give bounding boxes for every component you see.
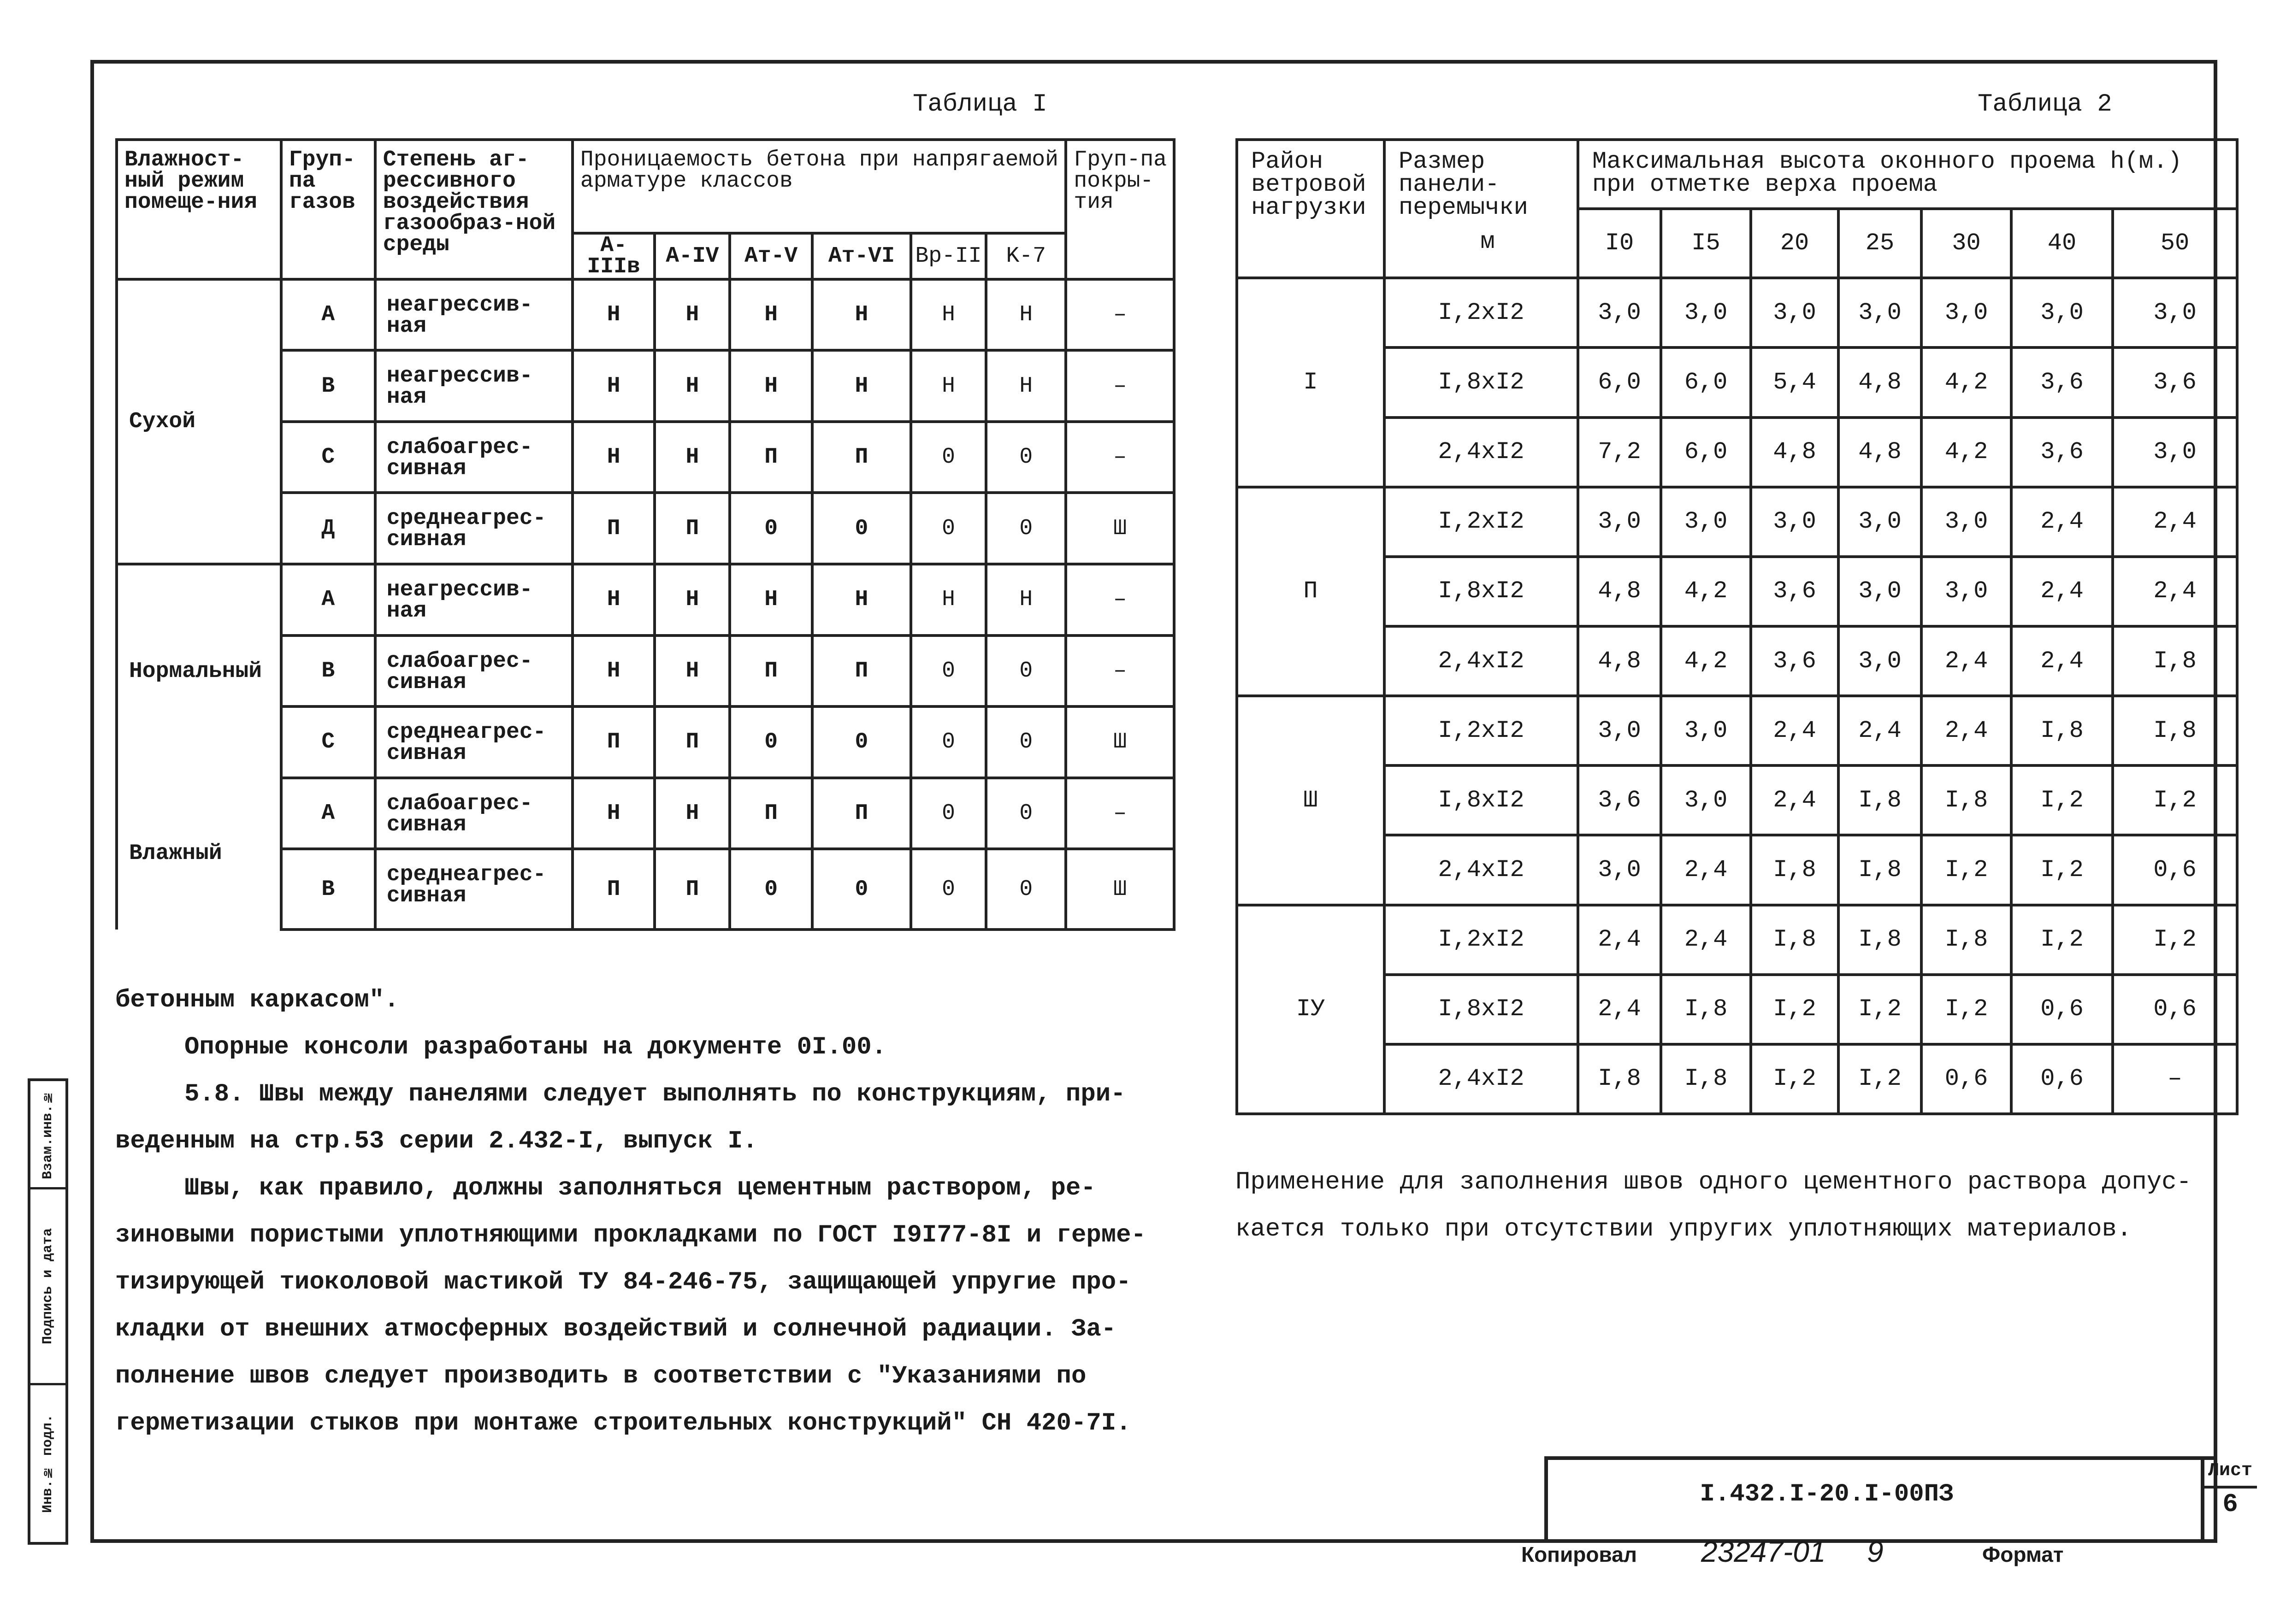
t2-cell: 3,0 (1751, 278, 1838, 347)
right-text-line: кается только при отсутствии упругих уплотняющих материалов. (1235, 1215, 2132, 1243)
t1-group: C (281, 706, 375, 778)
t1-cell: П (573, 849, 655, 930)
t2-cell: 4,2 (1661, 626, 1751, 696)
t2-cell: 3,0 (2113, 278, 2237, 347)
table-row (1237, 975, 2237, 1044)
t2-size: I,2xI2 (1384, 905, 1578, 975)
t2-size: I,2xI2 (1384, 278, 1578, 347)
table1-caption: Таблица I (913, 90, 1047, 118)
t2-cell: I,8 (1838, 905, 1921, 975)
t1-aggression: среднеагрес-сивная (375, 849, 573, 930)
t1-cell: П (573, 493, 655, 564)
t1-cover: – (1066, 564, 1174, 635)
t1-cell: Н (655, 778, 730, 849)
left-text-line: веденным на стр.53 серии 2.432-I, выпуск I. (115, 1127, 758, 1155)
t2-size: I,2xI2 (1384, 487, 1578, 557)
t2-cell: 4,8 (1751, 418, 1838, 487)
t1-cover: – (1066, 279, 1174, 351)
t1-group: A (281, 564, 375, 635)
t2-size: 2,4xI2 (1384, 418, 1578, 487)
t2-cell: 3,6 (1751, 626, 1838, 696)
t2-cell: 4,8 (1838, 347, 1921, 417)
t2-cell: 3,0 (1578, 487, 1661, 557)
t2-cell: 4,8 (1578, 626, 1661, 696)
stamp-inv-orig: Инв.№ подл. (40, 1414, 56, 1513)
t2-cell: 7,2 (1578, 418, 1661, 487)
t2-cell: I,8 (1838, 835, 1921, 905)
t1-class: K-7 (986, 233, 1066, 279)
t1-cell: Н (655, 564, 730, 635)
t1-group: C (281, 422, 375, 493)
t2-cell: I,8 (1921, 765, 2011, 835)
t1-head-cover-group: Груп-па покры-тия (1066, 140, 1174, 279)
left-text (115, 977, 1189, 1447)
t1-class: A-IV (655, 233, 730, 279)
t2-cell: 3,0 (1751, 487, 1838, 557)
t1-cell: 0 (812, 849, 911, 930)
t2-cell: 3,0 (1578, 278, 1661, 347)
t1-group: Д (281, 493, 375, 564)
t1-cell: Н (986, 350, 1066, 422)
t2-cell: 2,4 (2113, 487, 2237, 557)
t2-cell: 3,0 (1838, 626, 1921, 696)
t1-class: Aт-V (730, 233, 812, 279)
t1-cell: 0 (986, 706, 1066, 778)
t1-cell: Н (730, 564, 812, 635)
t2-cell: I,2 (1838, 1044, 1921, 1114)
t2-size: I,8xI2 (1384, 765, 1578, 835)
t1-group: B (281, 635, 375, 707)
t2-cell: – (2113, 1044, 2237, 1114)
t2-cell: 3,0 (1921, 487, 2011, 557)
t1-cover: – (1066, 350, 1174, 422)
t2-cell: I,8 (1751, 835, 1838, 905)
t1-head-aggression: Степень аг-рессивного воздействия газообраз-ной среды (375, 140, 573, 279)
t2-cell: 3,0 (1578, 835, 1661, 905)
t2-cell: 3,0 (1661, 696, 1751, 765)
t1-cell: Н (573, 778, 655, 849)
t2-cell: 2,4 (1578, 975, 1661, 1044)
t2-cell: I,2 (1751, 975, 1838, 1044)
t1-cell: Н (573, 564, 655, 635)
t1-cell: П (655, 493, 730, 564)
t1-cell: Н (573, 635, 655, 707)
t1-cell: 0 (812, 493, 911, 564)
footer-number: 23247-01 (1701, 1535, 1826, 1568)
t2-cell: I,2 (2011, 835, 2113, 905)
t2-mark: 25 (1838, 209, 1921, 278)
t2-cell: I,8 (1751, 905, 1838, 975)
t2-cell: 2,4 (1921, 696, 2011, 765)
t2-cell: I,2 (1751, 1044, 1838, 1114)
t1-cover: Ш (1066, 493, 1174, 564)
t2-cell: I,8 (1661, 975, 1751, 1044)
t2-mark: 50 (2113, 209, 2237, 278)
t2-cell: 2,4 (1751, 696, 1838, 765)
t1-cell: Н (655, 350, 730, 422)
t2-cell: 3,0 (2113, 418, 2237, 487)
t2-cell: 3,0 (1661, 765, 1751, 835)
t1-aggression: среднеагрес-сивная (375, 493, 573, 564)
left-text-line: бетонным каркасом". (115, 986, 399, 1014)
t2-cell: 3,0 (2011, 278, 2113, 347)
t1-cell: Н (655, 279, 730, 351)
t1-aggression: неагрессив-ная (375, 350, 573, 422)
t2-cell: I,2 (2113, 905, 2237, 975)
t1-cell: 0 (812, 706, 911, 778)
t1-cell: Н (911, 564, 986, 635)
t2-cell: 4,2 (1921, 418, 2011, 487)
t1-cell: П (730, 635, 812, 707)
table-row (117, 564, 1174, 635)
t1-cell: Н (655, 635, 730, 707)
t2-cell: 2,4 (1751, 765, 1838, 835)
t1-cell: 0 (986, 849, 1066, 930)
table-row (1237, 278, 2237, 347)
table-row (1237, 905, 2237, 975)
t1-class: Bр-II (911, 233, 986, 279)
t1-humidity-normal: Нормальный (117, 564, 281, 778)
t2-cell: 0,6 (2113, 835, 2237, 905)
t1-group: B (281, 849, 375, 930)
t1-cell: 0 (986, 778, 1066, 849)
stamp-inv-replace: Взам.инв.№ (40, 1089, 56, 1180)
t1-cell: 0 (911, 706, 986, 778)
t2-size: 2,4xI2 (1384, 1044, 1578, 1114)
table1 (115, 138, 1176, 931)
t1-aggression: слабоагрес-сивная (375, 422, 573, 493)
t1-cell: Н (812, 564, 911, 635)
t2-cell: 3,0 (1921, 278, 2011, 347)
t1-cell: Н (986, 564, 1066, 635)
t1-cell: Н (812, 279, 911, 351)
footer-sub: 9 (1867, 1535, 1884, 1568)
t2-cell: I,2 (1921, 975, 2011, 1044)
t1-cell: Н (730, 279, 812, 351)
t1-cell: Н (911, 279, 986, 351)
sheet-label: Лист (2203, 1456, 2257, 1489)
t1-aggression: неагрессив-ная (375, 564, 573, 635)
table2 (1235, 138, 2239, 1115)
t1-head-permeability: Проницаемость бетона при напрягаемой арматуре классов (573, 140, 1066, 233)
t2-cell: 0,6 (2011, 1044, 2113, 1114)
t2-cell: 0,6 (2011, 975, 2113, 1044)
title-code: I.432.I-20.I-00ПЗ (1700, 1480, 1954, 1508)
left-text-line: герметизации стыков при монтаже строительных конструкций" СН 420-7I. (115, 1409, 1131, 1437)
t2-cell: I,8 (1578, 1044, 1661, 1114)
t2-cell: 4,8 (1578, 557, 1661, 626)
t2-cell: 2,4 (2113, 557, 2237, 626)
left-text-line: Швы, как правило, должны заполняться цементным раствором, ре- (184, 1174, 1096, 1202)
t2-mark: 20 (1751, 209, 1838, 278)
t1-cell: Н (730, 350, 812, 422)
sheet-number: 6 (2222, 1489, 2238, 1519)
t1-cell: 0 (986, 493, 1066, 564)
t2-head-height: Максимальная высота оконного проема h(м.) при отметке верха проема (1578, 140, 2237, 209)
t1-cover: Ш (1066, 849, 1174, 930)
t1-aggression: среднеагрес-сивная (375, 706, 573, 778)
t2-size: I,2xI2 (1384, 696, 1578, 765)
t2-cell: 6,0 (1661, 418, 1751, 487)
t1-cell: 0 (986, 635, 1066, 707)
t1-cell: П (655, 849, 730, 930)
t2-region: Ш (1237, 696, 1384, 905)
t2-cell: I,8 (2011, 696, 2113, 765)
t2-region: I (1237, 278, 1384, 487)
t2-cell: I,2 (2011, 765, 2113, 835)
t2-cell: I,8 (1661, 1044, 1751, 1114)
t2-cell: 4,2 (1921, 347, 2011, 417)
t1-cell: 0 (730, 706, 812, 778)
t1-humidity-wet: Влажный (117, 778, 281, 930)
left-text-line: Опорные консоли разработаны на документе 0I.00. (184, 1033, 887, 1061)
t1-cell: П (812, 635, 911, 707)
t1-head-gas-group: Груп-па газов (281, 140, 375, 279)
t2-region: IУ (1237, 905, 1384, 1114)
t1-cell: 0 (911, 635, 986, 707)
t2-cell: 2,4 (1661, 835, 1751, 905)
t1-cell: Н (573, 279, 655, 351)
left-text-line: кладки от внешних атмосферных воздействий и солнечной радиации. За- (115, 1315, 1116, 1343)
t2-region: П (1237, 487, 1384, 696)
table-row (1237, 626, 2237, 696)
t2-cell: 2,4 (1921, 626, 2011, 696)
t2-cell: 3,0 (1838, 278, 1921, 347)
table-row (1237, 1044, 2237, 1114)
table-row (1237, 418, 2237, 487)
t2-cell: 3,6 (1751, 557, 1838, 626)
left-text-line: полнение швов следует производить в соответствии с "Указаниями по (115, 1362, 1087, 1390)
table-row (1237, 487, 2237, 557)
t1-cover: Ш (1066, 706, 1174, 778)
t2-size: I,8xI2 (1384, 975, 1578, 1044)
t2-cell: I,8 (1921, 905, 2011, 975)
t2-cell: I,2 (2011, 905, 2113, 975)
t2-size: I,8xI2 (1384, 557, 1578, 626)
footer-copied: Копировал (1521, 1542, 1637, 1566)
left-text-line: 5.8. Швы между панелями следует выполнять по конструкциям, при- (184, 1080, 1126, 1108)
left-text-line: тизирующей тиоколовой мастикой ТУ 84-246-75, защищающей упругие про- (115, 1268, 1131, 1296)
side-stamp (28, 1078, 68, 1545)
t1-cell: 0 (911, 493, 986, 564)
t2-cell: 6,0 (1661, 347, 1751, 417)
t1-humidity-dry: Сухой (117, 279, 281, 564)
t1-class: A-IIIв (573, 233, 655, 279)
t2-cell: 3,6 (2011, 347, 2113, 417)
t2-cell: 2,4 (1838, 696, 1921, 765)
t2-cell: 3,6 (2011, 418, 2113, 487)
t1-cell: Н (911, 350, 986, 422)
t1-class: Aт-VI (812, 233, 911, 279)
t1-cell: П (812, 422, 911, 493)
t2-cell: I,2 (1921, 835, 2011, 905)
t1-group: A (281, 778, 375, 849)
t1-aggression: слабоагрес-сивная (375, 635, 573, 707)
t1-group: B (281, 350, 375, 422)
t2-cell: 2,4 (1578, 905, 1661, 975)
t2-size: 2,4xI2 (1384, 835, 1578, 905)
t2-mark: 40 (2011, 209, 2113, 278)
t1-aggression: слабоагрес-сивная (375, 778, 573, 849)
t1-cell: 0 (730, 849, 812, 930)
t1-cell: 0 (911, 849, 986, 930)
t1-group: A (281, 279, 375, 351)
t1-cell: 0 (911, 778, 986, 849)
t2-size: 2,4xI2 (1384, 626, 1578, 696)
t1-cell: П (573, 706, 655, 778)
footer-format: Формат (1982, 1542, 2064, 1566)
t1-cover: – (1066, 422, 1174, 493)
t2-cell: 4,2 (1661, 557, 1751, 626)
t2-cell: 3,0 (1661, 278, 1751, 347)
t2-head-size (1384, 140, 1578, 278)
table-row (1237, 835, 2237, 905)
right-text-line: Применение для заполнения швов одного цементного раствора допус- (1235, 1168, 2192, 1196)
t1-cell: П (812, 778, 911, 849)
table-row (117, 778, 1174, 849)
t2-cell: 3,0 (1838, 487, 1921, 557)
t1-cover: – (1066, 778, 1174, 849)
t1-head-humidity: Влажност-ный режим помеще-ния (117, 140, 281, 279)
t2-head-size-label: Размер панели-перемычки (1399, 148, 1528, 221)
table-row (1237, 765, 2237, 835)
t1-cell: Н (812, 350, 911, 422)
t2-cell: 2,4 (2011, 557, 2113, 626)
t2-cell: 3,6 (1578, 765, 1661, 835)
title-block (1544, 1456, 2214, 1539)
t2-cell: 5,4 (1751, 347, 1838, 417)
table-row (1237, 347, 2237, 417)
t1-cell: Н (655, 422, 730, 493)
t2-cell: 4,8 (1838, 418, 1921, 487)
t2-cell: 6,0 (1578, 347, 1661, 417)
t2-mark: I5 (1661, 209, 1751, 278)
t1-cell: 0 (730, 493, 812, 564)
t2-cell: 3,0 (1661, 487, 1751, 557)
t2-cell: I,8 (2113, 626, 2237, 696)
t1-cell: 0 (986, 422, 1066, 493)
t2-cell: I,2 (2113, 765, 2237, 835)
t1-cell: П (730, 778, 812, 849)
t2-mark: 30 (1921, 209, 2011, 278)
t2-cell: 3,0 (1578, 696, 1661, 765)
t2-cell: 2,4 (2011, 487, 2113, 557)
left-text-line: зиновыми пористыми уплотняющими прокладками по ГОСТ I9I77-8I и герме- (115, 1221, 1146, 1249)
t1-cell: 0 (911, 422, 986, 493)
table-row (117, 279, 1174, 351)
t2-size: I,8xI2 (1384, 347, 1578, 417)
t2-mark: I0 (1578, 209, 1661, 278)
t2-cell: 0,6 (2113, 975, 2237, 1044)
t2-cell: I,8 (1838, 765, 1921, 835)
t1-cell: Н (573, 422, 655, 493)
t1-cell: П (730, 422, 812, 493)
t2-cell: 2,4 (1661, 905, 1751, 975)
t2-cell: 3,0 (1838, 557, 1921, 626)
t1-cell: Н (573, 350, 655, 422)
t2-head-size-unit: м (1480, 228, 1495, 255)
table-row (1237, 557, 2237, 626)
right-text (1235, 1159, 2227, 1253)
t2-cell: I,8 (2113, 696, 2237, 765)
table2-caption: Таблица 2 (1978, 90, 2112, 118)
t1-cell: Н (986, 279, 1066, 351)
t1-cell: П (655, 706, 730, 778)
t1-aggression: неагрессив-ная (375, 279, 573, 351)
t2-head-region: Район ветровой нагрузки (1237, 140, 1384, 278)
t2-cell: I,2 (1838, 975, 1921, 1044)
table-row (1237, 696, 2237, 765)
t2-cell: 3,0 (1921, 557, 2011, 626)
t2-cell: 2,4 (2011, 626, 2113, 696)
t2-cell: 3,6 (2113, 347, 2237, 417)
t1-cover: – (1066, 635, 1174, 707)
t2-cell: 0,6 (1921, 1044, 2011, 1114)
stamp-sign-date: Подпись и дата (40, 1228, 56, 1345)
